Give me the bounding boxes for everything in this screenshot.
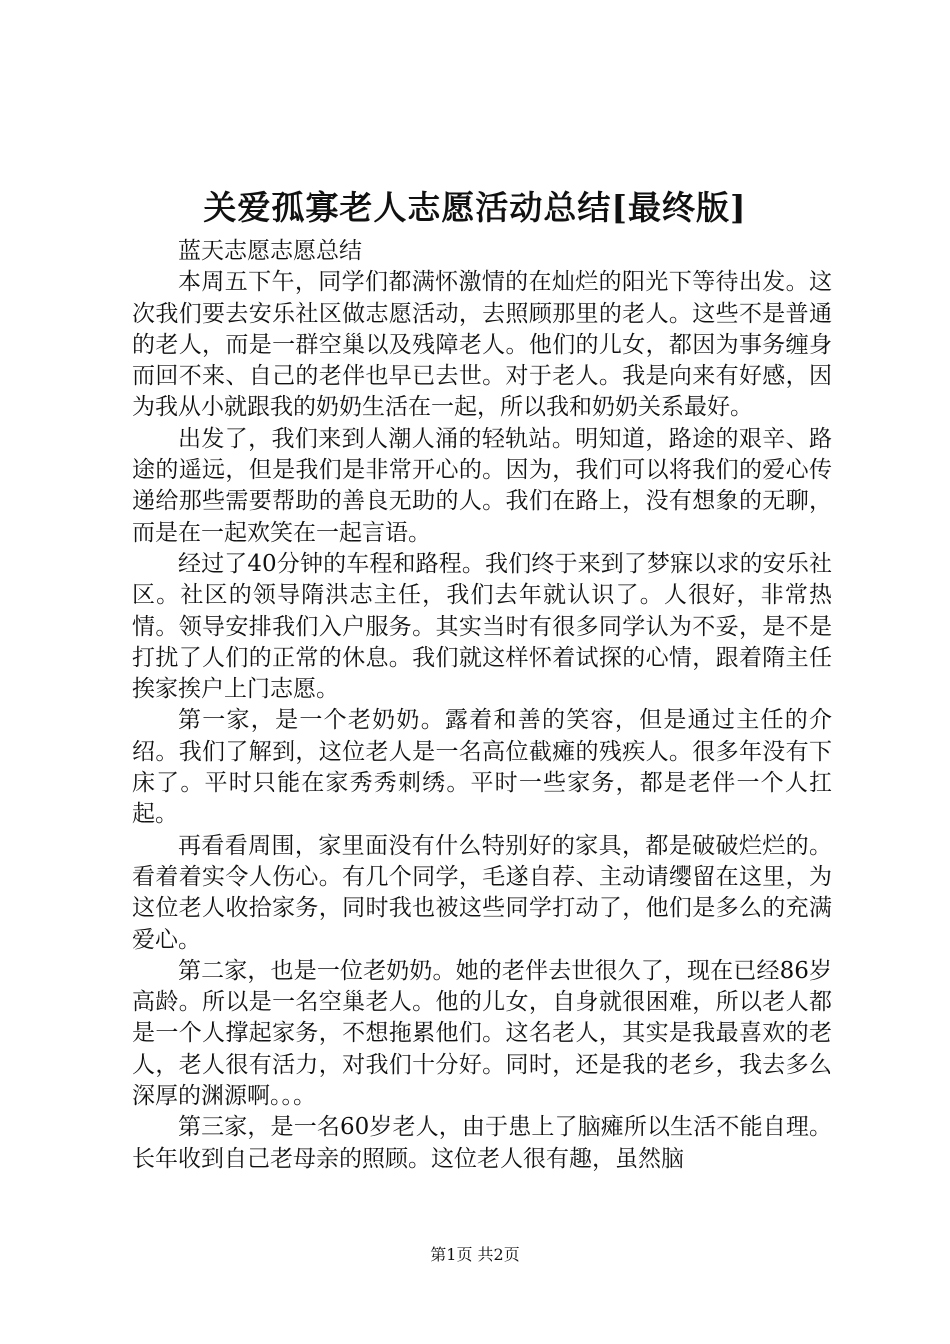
paragraph: 再看看周围，家里面没有什么特别好的家具，都是破破烂烂的。看着着实令人伤心。有几个同学，毛遂自荐、主动请缨留在这里，为这位老人收拾家务，同时我也被这些同学打动了，他们是多么的充满爱心。 (132, 832, 832, 953)
paragraph: 本周五下午，同学们都满怀激情的在灿烂的阳光下等待出发。这次我们要去安乐社区做志愿活动，去照顾那里的老人。这些不是普通的老人，而是一群空巢以及残障老人。他们的儿女，都因为事务缠身而回不来、自己的老伴也早已去世。对于老人。我是向来有好感，因为我从小就跟我的奶奶生活在一起，所以我和奶奶关系最好。 (132, 269, 832, 421)
paragraph: 第一家，是一个老奶奶。露着和善的笑容，但是通过主任的介绍。我们了解到，这位老人是一名高位截瘫的残疾人。很多年没有下床了。平时只能在家秀秀刺绣。平时一些家务，都是老伴一个人扛起。 (132, 707, 832, 828)
page-footer: 第1页 共2页 (430, 1245, 520, 1264)
paragraph: 经过了40分钟的车程和路程。我们终于来到了梦寐以求的安乐社区。社区的领导隋洪志主任，我们去年就认识了。人很好，非常热情。领导安排我们入户服务。其实当时有很多同学认为不妥，是不是打扰了人们的正常的休息。我们就这样怀着试探的心情，跟着隋主任挨家挨户上门志愿。 (132, 550, 832, 703)
paragraph: 第二家，也是一位老奶奶。她的老伴去世很久了，现在已经86岁高龄。所以是一名空巢老人。他的儿女，自身就很困难，所以老人都是一个人撑起家务，不想拖累他们。这名老人，其实是我最喜欢的老人，老人很有活力，对我们十分好。同时，还是我的老乡，我去多么深厚的渊源啊。。。 (132, 957, 832, 1110)
paragraph: 出发了，我们来到人潮人涌的轻轨站。明知道，路途的艰辛、路途的遥远，但是我们是非常开心的。因为，我们可以将我们的爱心传递给那些需要帮助的善良无助的人。我们在路上，没有想象的无聊，而是在一起欢笑在一起言语。 (132, 425, 832, 546)
document-body (132, 236, 832, 1175)
document-subtitle: 蓝天志愿志愿总结 (178, 238, 362, 264)
paragraph: 第三家，是一名60岁老人，由于患上了脑瘫所以生活不能自理。长年收到自己老母亲的照顾。这位老人很有趣，虽然脑 (132, 1114, 832, 1172)
document-title: 关爱孤寡老人志愿活动总结[最终版] (203, 188, 747, 227)
